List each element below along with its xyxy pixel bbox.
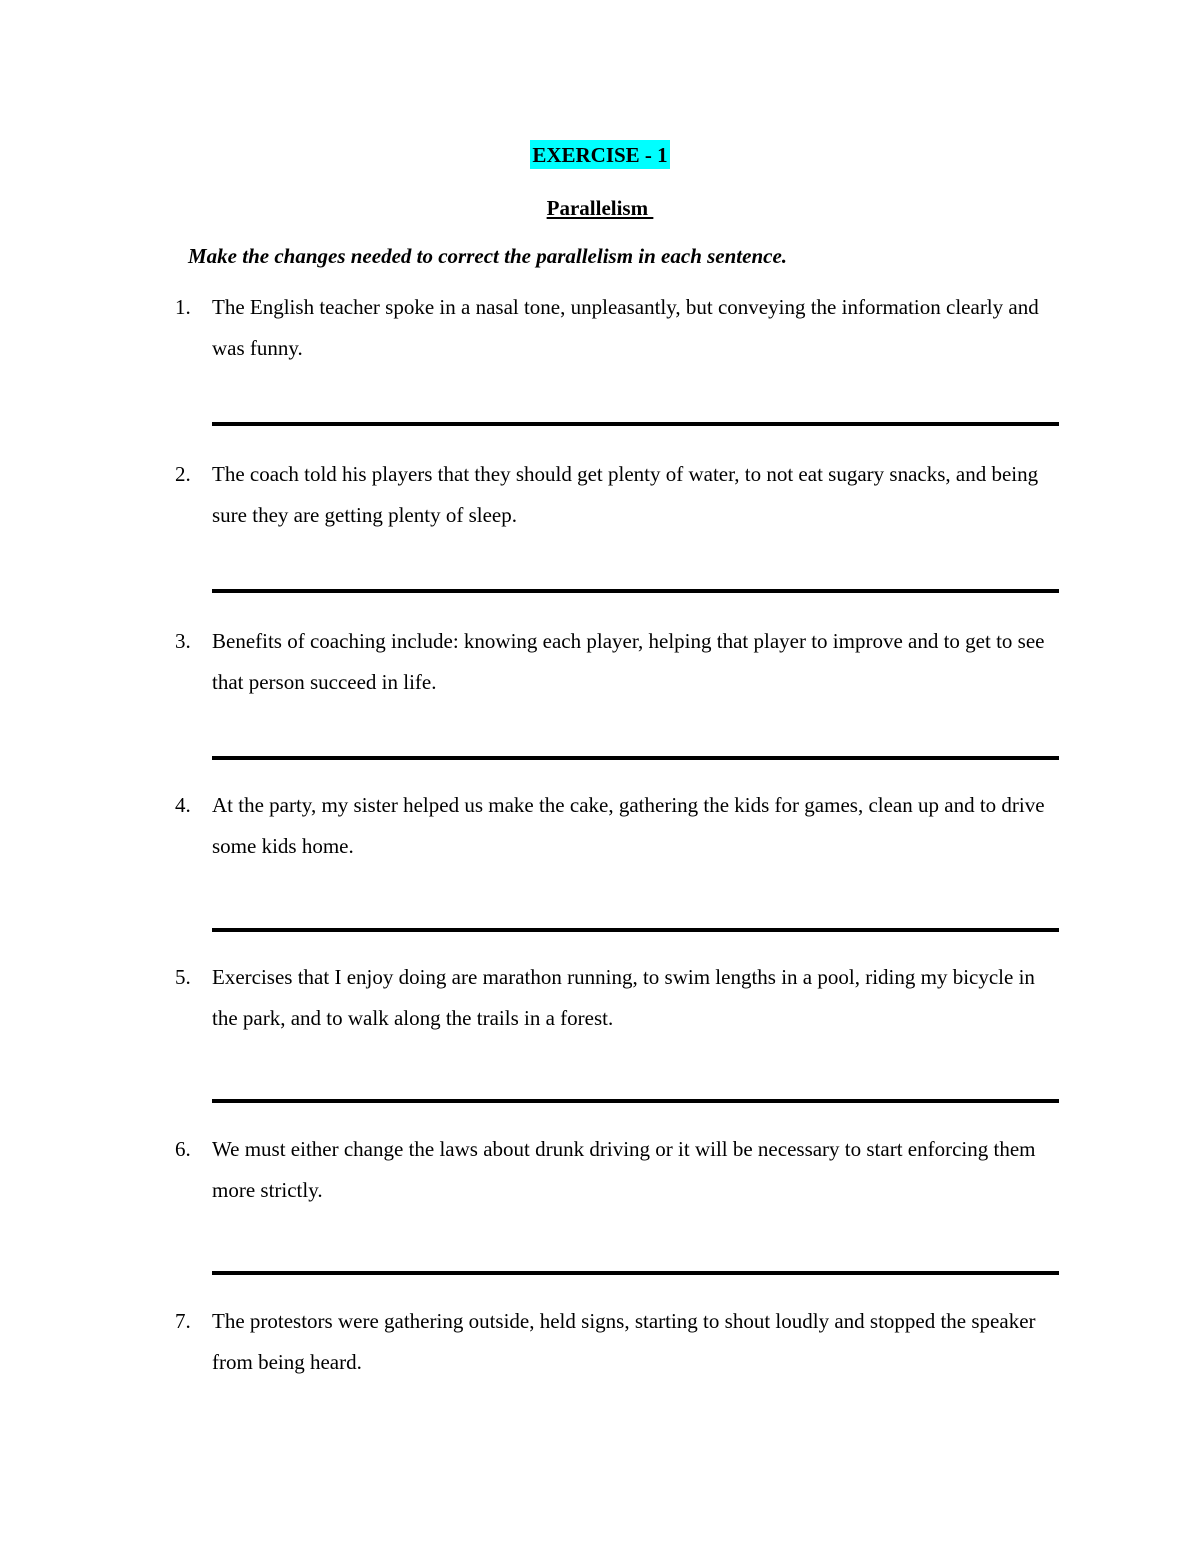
- question-item: [175, 1129, 1065, 1211]
- instruction-text: Make the changes needed to correct the parallelism in each sentence.: [188, 244, 788, 268]
- question-number: 6.: [175, 1137, 191, 1161]
- title-container: [0, 140, 1200, 169]
- question-number: 1.: [175, 295, 191, 319]
- question-text: The coach told his players that they should get plenty of water, to not eat sugary snacks, and being sure they are getting plenty of sleep.: [212, 462, 1039, 527]
- question-number: 4.: [175, 793, 191, 817]
- question-item: [175, 785, 1065, 867]
- subtitle-container: [0, 195, 1200, 221]
- answer-line[interactable]: [212, 1099, 1059, 1103]
- question-item: [175, 621, 1065, 703]
- answer-line[interactable]: [212, 589, 1059, 593]
- question-number: 7.: [175, 1309, 191, 1333]
- topic-heading: Parallelism: [546, 196, 654, 220]
- question-item: [175, 454, 1065, 536]
- answer-line[interactable]: [212, 422, 1059, 426]
- question-number: 2.: [175, 462, 191, 486]
- question-item: [175, 1301, 1065, 1383]
- exercise-title: EXERCISE - 1: [530, 140, 669, 169]
- question-text: Benefits of coaching include: knowing each player, helping that player to improve and to get to see that person succeed in life.: [212, 629, 1045, 694]
- question-item: [175, 957, 1065, 1039]
- question-text: We must either change the laws about drunk driving or it will be necessary to start enforcing them more strictly.: [212, 1137, 1036, 1202]
- question-text: The English teacher spoke in a nasal tone, unpleasantly, but conveying the information clearly and was funny.: [212, 295, 1039, 360]
- question-text: The protestors were gathering outside, held signs, starting to shout loudly and stopped the speaker from being heard.: [212, 1309, 1036, 1374]
- answer-line[interactable]: [212, 756, 1059, 760]
- answer-line[interactable]: [212, 1271, 1059, 1275]
- question-number: 3.: [175, 629, 191, 653]
- question-text: At the party, my sister helped us make the cake, gathering the kids for games, clean up and to drive some kids home.: [212, 793, 1045, 858]
- question-number: 5.: [175, 965, 191, 989]
- question-text: Exercises that I enjoy doing are marathon running, to swim lengths in a pool, riding my bicycle in the park, and to walk along the trails in a forest.: [212, 965, 1035, 1030]
- answer-line[interactable]: [212, 928, 1059, 932]
- question-item: [175, 287, 1065, 369]
